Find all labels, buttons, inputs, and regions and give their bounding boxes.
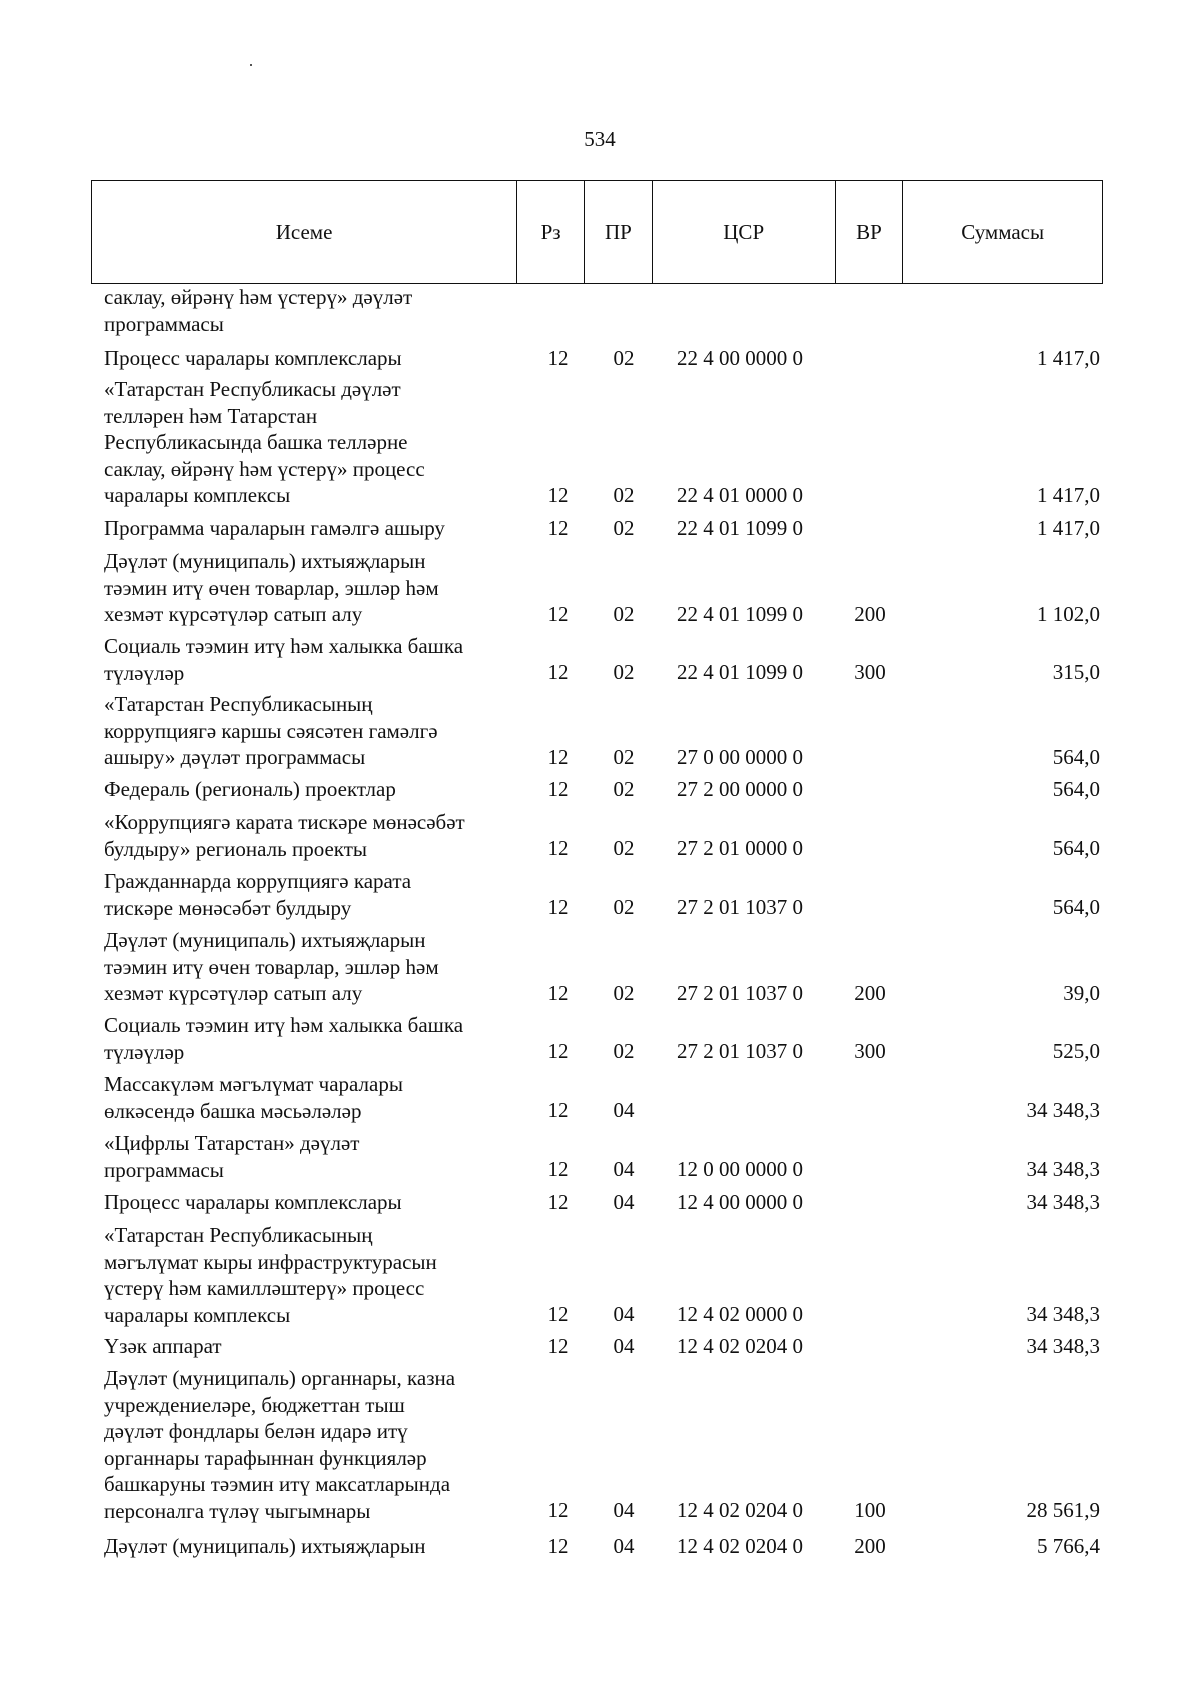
row-rz: 12 bbox=[547, 483, 569, 507]
row-sum: 315,0 bbox=[1052, 660, 1100, 684]
row-sum: 564,0 bbox=[1052, 777, 1100, 801]
row-vr: 200 bbox=[854, 1534, 886, 1558]
row-vr: 200 bbox=[854, 981, 886, 1005]
row-rz: 12 bbox=[547, 1190, 569, 1214]
row-vr: 200 bbox=[854, 602, 886, 626]
row-name: Процесс чаралары комплекслары bbox=[104, 346, 402, 370]
row-sum: 1 417,0 bbox=[1037, 516, 1100, 540]
row-vr: 100 bbox=[854, 1498, 886, 1522]
row-pr: 02 bbox=[613, 483, 635, 507]
header-csr: ЦСР bbox=[653, 181, 836, 283]
row-csr: 12 4 02 0204 0 bbox=[677, 1534, 803, 1558]
row-csr: 22 4 01 0000 0 bbox=[677, 483, 803, 507]
row-name: Социаль тәэмин итү һәм халыкка башка түләүләр bbox=[104, 634, 464, 685]
row-sum: 5 766,4 bbox=[1037, 1534, 1100, 1558]
row-pr: 04 bbox=[613, 1157, 635, 1181]
row-name: «Татарстан Республикасы дәүләт телләрен һәм Татарстан Республикасында башка телләрне саклау, өйрәнү һәм үстерү» процесс чаралары комплексы bbox=[104, 377, 425, 507]
row-name: «Татарстан Республикасының коррупциягә каршы сәясәтен гамәлгә ашыру» дәүләт программасы bbox=[104, 692, 438, 769]
row-csr: 22 4 01 1099 0 bbox=[677, 602, 803, 626]
row-pr: 02 bbox=[613, 516, 635, 540]
row-rz: 12 bbox=[547, 346, 569, 370]
row-sum: 34 348,3 bbox=[1026, 1157, 1100, 1181]
row-name: саклау, өйрәнү һәм үстерү» дәүләт программасы bbox=[104, 285, 413, 336]
row-csr: 22 4 01 1099 0 bbox=[677, 660, 803, 684]
header-vr: ВР bbox=[836, 181, 904, 283]
row-name: Социаль тәэмин итү һәм халыкка башка түләүләр bbox=[104, 1013, 464, 1064]
row-pr: 02 bbox=[613, 1039, 635, 1063]
row-pr: 04 bbox=[613, 1190, 635, 1214]
header-name: Исеме bbox=[92, 181, 517, 283]
row-vr: 300 bbox=[854, 1039, 886, 1063]
row-pr: 04 bbox=[613, 1302, 635, 1326]
row-rz: 12 bbox=[547, 1334, 569, 1358]
row-vr: 300 bbox=[854, 660, 886, 684]
row-pr: 02 bbox=[613, 346, 635, 370]
row-csr: 12 4 00 0000 0 bbox=[677, 1190, 803, 1214]
row-sum: 34 348,3 bbox=[1026, 1334, 1100, 1358]
row-pr: 04 bbox=[613, 1498, 635, 1522]
row-rz: 12 bbox=[547, 516, 569, 540]
row-rz: 12 bbox=[547, 777, 569, 801]
row-rz: 12 bbox=[547, 895, 569, 919]
row-pr: 02 bbox=[613, 895, 635, 919]
row-name: Массакүләм мәгълүмат чаралары өлкәсендә башка мәсьәләләр bbox=[104, 1072, 403, 1123]
row-rz: 12 bbox=[547, 1157, 569, 1181]
row-name: Дәүләт (муниципаль) ихтыяҗларын тәэмин итү өчен товарлар, эшләр һәм хезмәт күрсәтүләр сатып алу bbox=[104, 549, 439, 626]
header-sum: Суммасы bbox=[961, 219, 1045, 244]
row-rz: 12 bbox=[547, 1302, 569, 1326]
row-name: Гражданнарда коррупциягә карата тискәре мөнәсәбәт булдыру bbox=[104, 869, 412, 920]
row-name: Дәүләт (муниципаль) органнары, казна учреждениеләре, бюджеттан тыш дәүләт фондлары белән идарә итү органнары тарафыннан функцияләр башкаруны тәэмин итү максатларында персоналга түләү чыгымнары bbox=[104, 1366, 456, 1523]
row-name: «Татарстан Республикасының мәгълүмат кыры инфраструктурасын үстерү һәм камилләштерү» процесс чаралары комплексы bbox=[104, 1223, 437, 1327]
row-rz: 12 bbox=[547, 981, 569, 1005]
row-pr: 04 bbox=[613, 1334, 635, 1358]
row-csr: 12 4 02 0204 0 bbox=[677, 1498, 803, 1522]
row-rz: 12 bbox=[547, 1039, 569, 1063]
row-pr: 02 bbox=[613, 660, 635, 684]
row-sum: 34 348,3 bbox=[1026, 1190, 1100, 1214]
row-name: «Цифрлы Татарстан» дәүләт программасы bbox=[104, 1131, 360, 1182]
row-name: Үзәк аппарат bbox=[104, 1334, 222, 1358]
row-name: Процесс чаралары комплекслары bbox=[104, 1190, 402, 1214]
row-csr: 27 2 00 0000 0 bbox=[677, 777, 803, 801]
row-csr: 12 4 02 0000 0 bbox=[677, 1302, 803, 1326]
row-name: Дәүләт (муниципаль) ихтыяҗларын тәэмин итү өчен товарлар, эшләр һәм хезмәт күрсәтүләр сатып алу bbox=[104, 928, 439, 1005]
row-rz: 12 bbox=[547, 1098, 569, 1122]
row-rz: 12 bbox=[547, 1498, 569, 1522]
row-csr: 12 0 00 0000 0 bbox=[677, 1157, 803, 1181]
row-pr: 02 bbox=[613, 836, 635, 860]
row-csr: 22 4 01 1099 0 bbox=[677, 516, 803, 540]
row-pr: 02 bbox=[613, 777, 635, 801]
row-csr: 27 2 01 1037 0 bbox=[677, 895, 803, 919]
row-name: Дәүләт (муниципаль) ихтыяҗларын bbox=[104, 1534, 426, 1558]
row-csr: 12 4 02 0204 0 bbox=[677, 1334, 803, 1358]
row-sum: 564,0 bbox=[1052, 745, 1100, 769]
header-pr: ПР bbox=[585, 181, 653, 283]
row-csr: 27 2 01 0000 0 bbox=[677, 836, 803, 860]
row-sum: 34 348,3 bbox=[1026, 1302, 1100, 1326]
row-pr: 02 bbox=[613, 745, 635, 769]
row-sum: 1 417,0 bbox=[1037, 483, 1100, 507]
row-name: «Коррупциягә карата тискәре мөнәсәбәт булдыру» региональ проекты bbox=[104, 810, 465, 861]
row-sum: 564,0 bbox=[1052, 836, 1100, 860]
row-rz: 12 bbox=[547, 1534, 569, 1558]
row-csr: 27 2 01 1037 0 bbox=[677, 981, 803, 1005]
row-pr: 02 bbox=[613, 981, 635, 1005]
row-rz: 12 bbox=[547, 745, 569, 769]
row-sum: 525,0 bbox=[1052, 1039, 1100, 1063]
row-pr: 04 bbox=[613, 1098, 635, 1122]
header-rz: Рз bbox=[517, 181, 585, 283]
row-pr: 02 bbox=[613, 602, 635, 626]
row-pr: 04 bbox=[613, 1534, 635, 1558]
row-rz: 12 bbox=[547, 836, 569, 860]
row-name: Программа чараларын гамәлгә ашыру bbox=[104, 516, 445, 540]
row-sum: 34 348,3 bbox=[1026, 1098, 1100, 1122]
row-csr: 27 0 00 0000 0 bbox=[677, 745, 803, 769]
row-sum: 39,0 bbox=[1063, 981, 1100, 1005]
page-number: 534 bbox=[584, 127, 616, 151]
row-rz: 12 bbox=[547, 602, 569, 626]
row-csr: 27 2 01 1037 0 bbox=[677, 1039, 803, 1063]
row-csr: 22 4 00 0000 0 bbox=[677, 346, 803, 370]
row-sum: 564,0 bbox=[1052, 895, 1100, 919]
row-rz: 12 bbox=[547, 660, 569, 684]
row-name: Федераль (региональ) проектлар bbox=[104, 777, 396, 801]
row-sum: 1 102,0 bbox=[1037, 602, 1100, 626]
row-sum: 28 561,9 bbox=[1026, 1498, 1100, 1522]
row-sum: 1 417,0 bbox=[1037, 346, 1100, 370]
